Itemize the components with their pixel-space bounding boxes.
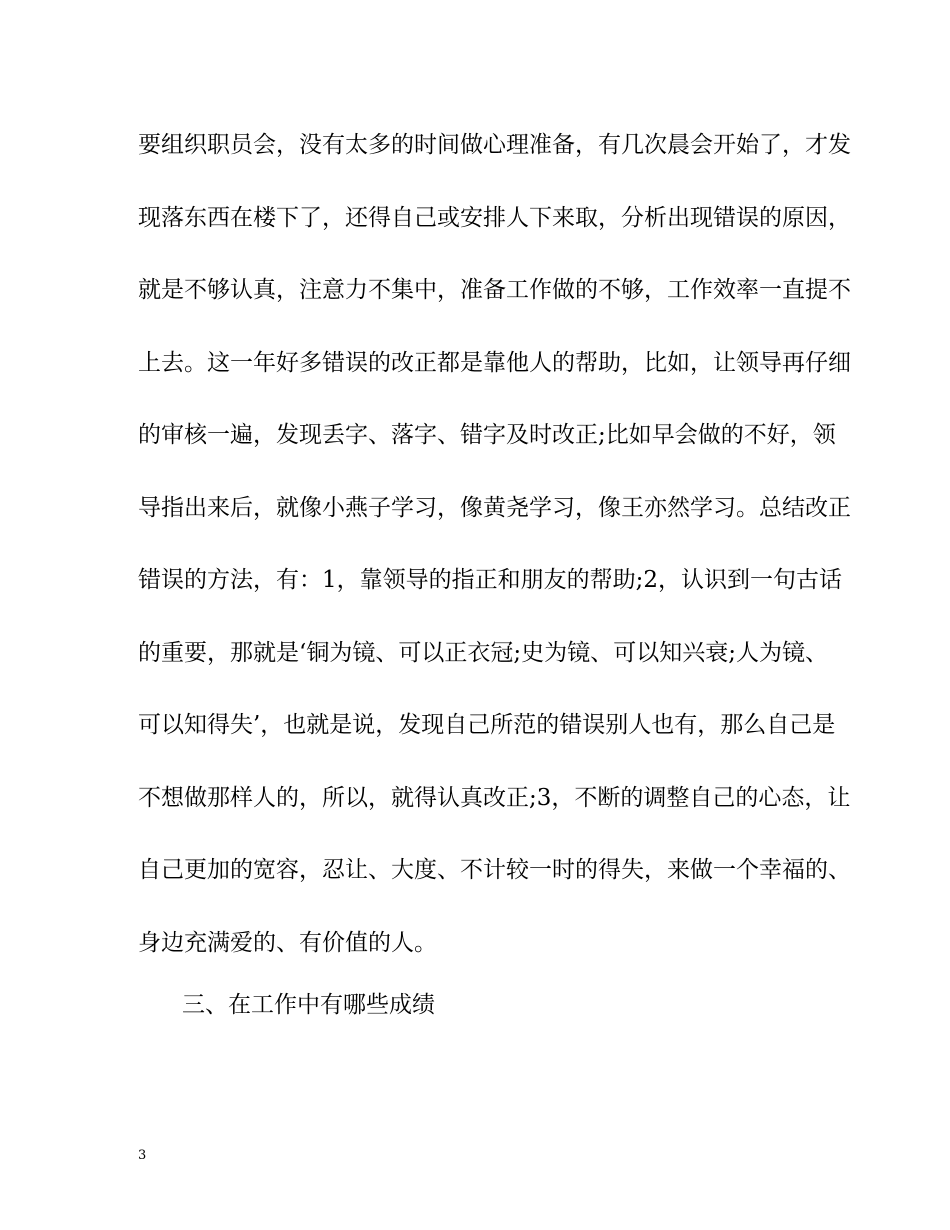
paragraph-line: 可以知得失’，也就是说，发现自己所范的错误别人也有，那么自己是: [138, 712, 836, 738]
paragraph-line: 现落东西在楼下了，还得自己或安排人下来取，分析出现错误的原因，: [138, 204, 851, 231]
paragraph-line: 错误的方法，有：1，靠领导的指正和朋友的帮助;2，认识到一句古话: [138, 567, 843, 593]
paragraph-line: 不想做那样人的，所以，就得认真改正;3，不断的调整自己的心态，让: [138, 784, 851, 811]
paragraph-line: 的重要，那就是‘铜为镜、可以正衣冠;史为镜、可以知兴衰;人为镜、: [138, 639, 828, 666]
paragraph-line: 的审核一遍，发现丢字、落字、错字及时改正;比如早会做的不好，领: [138, 422, 836, 448]
section-heading: 三、在工作中有哪些成绩: [182, 992, 435, 1018]
paragraph-line: 上去。这一年好多错误的改正都是靠他人的帮助，比如，让领导再仔细: [138, 349, 851, 376]
body-paragraph: [138, 121, 851, 991]
paragraph-line: 导指出来后，就像小燕子学习，像黄尧学习，像王亦然学习。总结改正: [138, 494, 851, 521]
paragraph-line: 自己更加的宽容，忍让、大度、不计较一时的得失，来做一个幸福的、: [138, 857, 851, 883]
page-number: 3: [138, 1148, 147, 1163]
paragraph-line: 要组织职员会，没有太多的时间做心理准备，有几次晨会开始了，才发: [138, 132, 851, 158]
paragraph-line: 身边充满爱的、有价值的人。: [138, 929, 437, 956]
paragraph-line: 就是不够认真，注意力不集中，准备工作做的不够，工作效率一直提不: [138, 277, 851, 303]
